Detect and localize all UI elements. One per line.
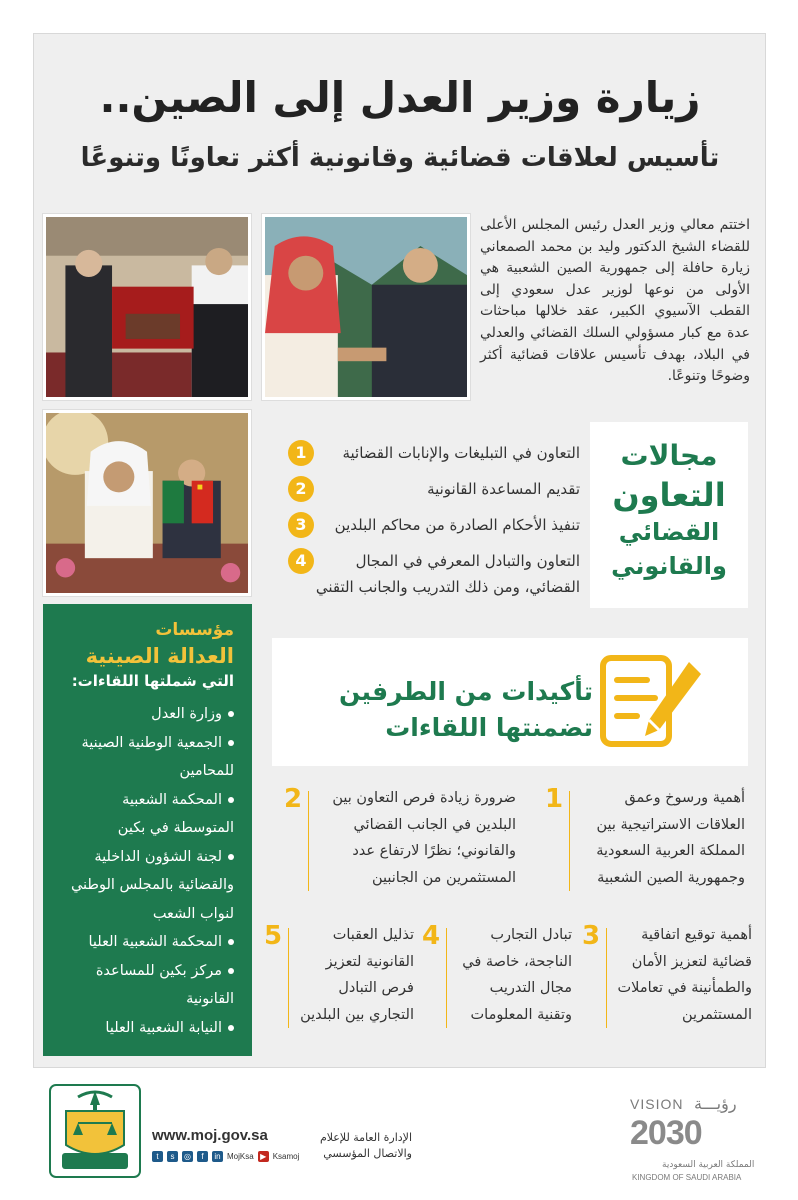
institution-label: المحكمة الشعبية المتوسطة في بكين bbox=[117, 791, 234, 836]
institution-label: وزارة العدل bbox=[151, 706, 222, 722]
institutions-panel bbox=[43, 604, 252, 1056]
cooperation-item bbox=[280, 512, 580, 538]
point-text: أهمية ورسوخ وعمق العلاقات الاستراتيجية بين المملكة العربية السعودية وجمهورية الصين الشعبية bbox=[596, 790, 745, 886]
point-text: تبادل التجارب الناجحة، خاصة في مجال التدريب وتقنية المعلومات bbox=[462, 927, 572, 1023]
institution-label: مركز بكين للمساعدة القانونية bbox=[95, 962, 234, 1007]
youtube-icon[interactable]: ▶ bbox=[258, 1151, 269, 1162]
bullet-icon bbox=[228, 968, 234, 974]
bullet-icon bbox=[228, 939, 234, 945]
institutions-heading-main: العدالة الصينية bbox=[85, 644, 234, 668]
institution-item bbox=[61, 786, 234, 843]
number-badge: 1 bbox=[288, 440, 314, 466]
institution-label: لجنة الشؤون الداخلية والقضائية بالمجلس الوطني لنواب الشعب bbox=[70, 848, 234, 922]
divider bbox=[446, 928, 447, 1028]
institution-label: الجمعية الوطنية الصينية للمحامين bbox=[81, 734, 234, 779]
department-line: الإدارة العامة للإعلام bbox=[319, 1131, 412, 1144]
cooperation-item bbox=[280, 440, 580, 466]
cooperation-title-box bbox=[590, 422, 748, 608]
cooperation-item-text: تنفيذ الأحكام الصادرة من محاكم البلدين bbox=[334, 516, 580, 534]
document-pen-icon bbox=[597, 648, 707, 753]
point-number: 4 bbox=[422, 921, 441, 951]
institution-item bbox=[61, 729, 234, 786]
divider bbox=[569, 791, 570, 891]
institutions-subheading: التي شملتها اللقاءات: bbox=[71, 672, 234, 690]
bullet-icon bbox=[228, 711, 234, 717]
website-link[interactable]: www.moj.gov.sa bbox=[152, 1127, 268, 1144]
twitter-icon[interactable]: t bbox=[152, 1151, 163, 1162]
institution-label: النيابة الشعبية العليا bbox=[105, 1019, 222, 1036]
assurance-point bbox=[545, 785, 745, 891]
cooperation-item bbox=[280, 476, 580, 502]
cooperation-item-text: التعاون والتبادل المعرفي في المجال القضائي، ومن ذلك التدريب والجانب التقني bbox=[315, 552, 580, 596]
assurance-point bbox=[264, 922, 414, 1028]
page-subtitle: تأسيس لعلاقات قضائية وقانونية أكثر تعاونًا وتنوعًا bbox=[80, 143, 720, 173]
bullet-icon bbox=[228, 854, 234, 860]
assurances-title-line: تأكيدات من الطرفين bbox=[339, 677, 593, 706]
point-text: أهمية توقيع اتفاقية قضائية لتعزيز الأمان والطمأنينة في تعاملات المستثمرين bbox=[617, 927, 752, 1023]
vision-label: VISION bbox=[630, 1096, 684, 1112]
institutions-list bbox=[61, 700, 234, 1042]
assurances-title bbox=[333, 674, 593, 746]
assurance-point bbox=[422, 922, 572, 1028]
institution-item bbox=[61, 843, 234, 929]
bullet-icon bbox=[228, 740, 234, 746]
divider bbox=[308, 791, 309, 891]
divider bbox=[606, 928, 607, 1028]
photo-gift-exchange bbox=[43, 214, 251, 400]
cooperation-title bbox=[590, 437, 748, 583]
institution-item bbox=[61, 1014, 234, 1043]
photo-meeting bbox=[43, 410, 251, 596]
social-links bbox=[152, 1151, 299, 1162]
vision-label-ar: رؤيـــة bbox=[694, 1094, 737, 1113]
institution-item bbox=[61, 700, 234, 729]
department-name bbox=[312, 1130, 412, 1162]
bullet-icon bbox=[228, 797, 234, 803]
institution-item bbox=[61, 957, 234, 1014]
cooperation-title-line: والقانوني bbox=[611, 552, 727, 580]
instagram-icon[interactable]: ◎ bbox=[182, 1151, 193, 1162]
linkedin-icon[interactable]: in bbox=[212, 1151, 223, 1162]
assurances-banner bbox=[272, 638, 748, 766]
point-number: 3 bbox=[582, 921, 601, 951]
cooperation-list bbox=[280, 440, 580, 610]
point-text: ضرورة زيادة فرص التعاون بين البلدين في الجانب القضائي والقانوني؛ نظرًا لارتفاع عدد المستثمرين من الجانبين bbox=[332, 790, 516, 886]
institution-label: المحكمة الشعبية العليا bbox=[88, 934, 222, 950]
number-badge: 4 bbox=[288, 548, 314, 574]
intro-paragraph: اختتم معالي وزير العدل رئيس المجلس الأعلى للقضاء الشيخ الدكتور وليد بن محمد الصمعاني زيارة حافلة إلى جمهورية الصين الشعبية هي الأولى من نوعها لوزير عدل سعودي إلى القطب الآسيوي الكبير، عقد خلالها مباحثات عدة مع كبار مسؤولي السلك القضائي والعدلي في البلاد، بهدف تأسيس علاقات قضائية أكثر وضوحًا وتنوعًا. bbox=[480, 217, 750, 385]
page-title: زيارة وزير العدل إلى الصين.. bbox=[99, 73, 701, 122]
bullet-icon bbox=[228, 1025, 234, 1031]
cooperation-item-text: تقديم المساعدة القانونية bbox=[427, 480, 580, 498]
number-badge: 3 bbox=[288, 512, 314, 538]
vision-kingdom-en: KINGDOM OF SAUDI ARABIA bbox=[632, 1173, 742, 1182]
snapchat-icon[interactable]: s bbox=[167, 1151, 178, 1162]
cooperation-title-line: التعاون bbox=[612, 476, 726, 514]
assurance-point bbox=[582, 922, 752, 1028]
vision-kingdom-ar: المملكة العربية السعودية bbox=[662, 1160, 755, 1170]
facebook-icon[interactable]: f bbox=[197, 1151, 208, 1162]
point-number: 1 bbox=[545, 784, 564, 814]
social-handle[interactable]: Ksamoj bbox=[272, 1152, 300, 1161]
point-number: 2 bbox=[284, 784, 303, 814]
photo-handshake bbox=[262, 214, 470, 400]
ministry-of-justice-logo bbox=[48, 1083, 142, 1179]
social-handle[interactable]: MojKsa bbox=[227, 1152, 254, 1161]
point-number: 5 bbox=[264, 921, 283, 951]
institution-item bbox=[61, 928, 234, 957]
institutions-heading: مؤسسات bbox=[155, 620, 234, 640]
assurances-title-line: تضمنتها اللقاءات bbox=[385, 713, 593, 742]
assurance-point bbox=[284, 785, 516, 891]
department-line: والاتصال المؤسسي bbox=[323, 1147, 412, 1160]
cooperation-title-line: القضائي bbox=[618, 518, 720, 546]
number-badge: 2 bbox=[288, 476, 314, 502]
vision-year: 2030 bbox=[630, 1114, 702, 1152]
cooperation-item-text: التعاون في التبليغات والإنابات القضائية bbox=[342, 444, 580, 462]
divider bbox=[288, 928, 289, 1028]
cooperation-title-line: مجالات bbox=[620, 439, 718, 472]
cooperation-item bbox=[280, 548, 580, 600]
point-text: تذليل العقبات القانونية لتعزيز فرص التبادل التجاري بين البلدين bbox=[300, 927, 414, 1023]
